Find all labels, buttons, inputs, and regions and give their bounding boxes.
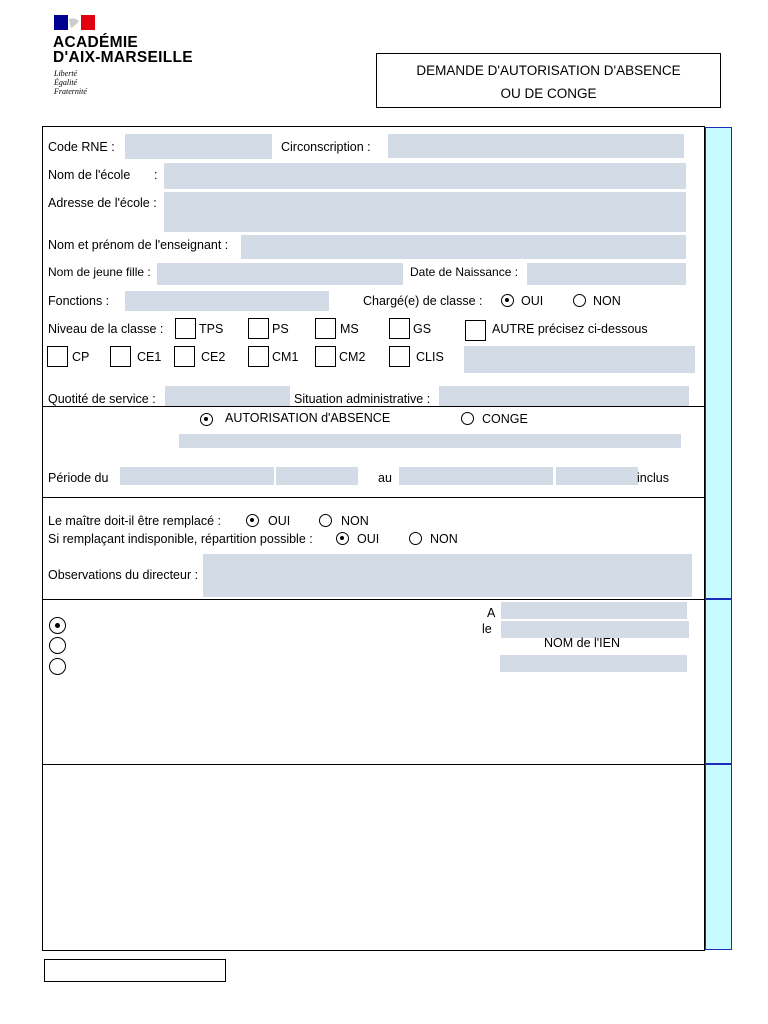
fonctions-label: Fonctions : <box>48 294 110 308</box>
form-title-box <box>376 53 721 108</box>
remplace-oui-radio[interactable] <box>246 514 259 527</box>
nom-ecole-colon: : <box>154 168 158 182</box>
repartition-oui-radio[interactable] <box>336 532 349 545</box>
periode-du-time-field[interactable] <box>276 467 358 485</box>
niveau-cm2-checkbox[interactable] <box>315 346 336 367</box>
code-rne-field[interactable] <box>125 134 272 159</box>
observations-field[interactable] <box>203 554 692 597</box>
repartition-non-radio[interactable] <box>409 532 422 545</box>
niveau-cm1-label: CM1 <box>272 350 299 364</box>
date-naissance-field[interactable] <box>527 263 686 285</box>
niveau-ce1-checkbox[interactable] <box>110 346 131 367</box>
remplace-oui-label: OUI <box>268 514 291 528</box>
niveau-cm1-checkbox[interactable] <box>248 346 269 367</box>
nom-prenom-label: Nom et prénom de l'enseignant : <box>48 238 229 252</box>
circonscription-field[interactable] <box>388 134 684 158</box>
situation-field[interactable] <box>439 386 689 406</box>
date-naissance-label: Date de Naissance : <box>410 265 519 279</box>
nom-ien-label: NOM de l'IEN <box>544 636 621 650</box>
nom-prenom-field[interactable] <box>241 235 686 259</box>
niveau-cp-label: CP <box>72 350 90 364</box>
footer-reference-box <box>44 959 226 982</box>
charge-classe-non-radio[interactable] <box>573 294 586 307</box>
niveau-autre-field[interactable] <box>464 346 695 373</box>
niveau-gs-label: GS <box>413 322 432 336</box>
motif-field[interactable] <box>179 434 681 448</box>
autorisation-absence-radio[interactable] <box>200 413 213 426</box>
academy-name-line1: ACADÉMIE <box>53 34 139 51</box>
au-label: au <box>378 471 392 485</box>
decision-lieu-field[interactable] <box>501 602 687 619</box>
quotite-field[interactable] <box>165 386 290 406</box>
niveau-ps-label: PS <box>272 322 289 336</box>
form-title-line1: DEMANDE D'AUTORISATION D'ABSENCE <box>416 63 681 78</box>
repartition-label: Si remplaçant indisponible, répartition possible : <box>48 532 313 546</box>
niveau-cp-checkbox[interactable] <box>47 346 68 367</box>
remplace-non-label: NON <box>341 514 369 528</box>
decision-option-2-radio[interactable] <box>49 637 66 654</box>
nom-ien-field[interactable] <box>500 655 687 672</box>
section-divider <box>42 497 705 498</box>
niveau-ce2-label: CE2 <box>201 350 226 364</box>
repartition-non-label: NON <box>430 532 458 546</box>
decision-le-label: le <box>482 622 492 636</box>
charge-classe-non-label: NON <box>593 294 621 308</box>
marianne-flag-icon <box>54 15 95 30</box>
decision-option-3-radio[interactable] <box>49 658 66 675</box>
niveau-clis-checkbox[interactable] <box>389 346 410 367</box>
remplace-label: Le maître doit-il être remplacé : <box>48 514 221 528</box>
sidebar-divider <box>706 763 731 765</box>
niveau-tps-label: TPS <box>199 322 224 336</box>
nom-ecole-label: Nom de l'école <box>48 168 131 182</box>
niveau-ms-checkbox[interactable] <box>315 318 336 339</box>
niveau-ms-label: MS <box>340 322 359 336</box>
conge-radio[interactable] <box>461 412 474 425</box>
periode-au-date-field[interactable] <box>399 467 553 485</box>
niveau-ps-checkbox[interactable] <box>248 318 269 339</box>
situation-label: Situation administrative : <box>294 392 431 406</box>
repartition-oui-label: OUI <box>357 532 380 546</box>
devise-liberte: Liberté <box>54 69 78 78</box>
niveau-ce2-checkbox[interactable] <box>174 346 195 367</box>
niveau-ce1-label: CE1 <box>137 350 162 364</box>
section-divider <box>42 406 705 407</box>
sidebar <box>705 127 732 950</box>
devise-egalite: Égalité <box>54 78 78 87</box>
niveau-autre-label: AUTRE précisez ci-dessous <box>492 322 648 336</box>
quotite-label: Quotité de service : <box>48 392 156 406</box>
decision-option-1-radio[interactable] <box>49 617 66 634</box>
nom-jeune-fille-field[interactable] <box>157 263 403 285</box>
section-divider <box>42 599 705 600</box>
charge-classe-oui-radio[interactable] <box>501 294 514 307</box>
section-divider <box>42 764 705 765</box>
charge-classe-label: Chargé(e) de classe : <box>363 294 483 308</box>
sidebar-divider <box>706 598 731 600</box>
niveau-cm2-label: CM2 <box>339 350 366 364</box>
academy-name-line2: D'AIX-MARSEILLE <box>53 49 193 66</box>
inclus-label: inclus <box>637 471 669 485</box>
nom-jeune-fille-label: Nom de jeune fille : <box>48 265 151 279</box>
niveau-tps-checkbox[interactable] <box>175 318 196 339</box>
conge-label: CONGE <box>482 412 528 426</box>
form-title-line2: OU DE CONGE <box>500 86 597 101</box>
charge-classe-oui-label: OUI <box>521 294 544 308</box>
nom-ecole-field[interactable] <box>164 163 686 189</box>
niveau-gs-checkbox[interactable] <box>389 318 410 339</box>
niveau-autre-checkbox[interactable] <box>465 320 486 341</box>
periode-au-time-field[interactable] <box>556 467 638 485</box>
periode-du-label: Période du <box>48 471 109 485</box>
adresse-ecole-label: Adresse de l'école : <box>48 196 157 210</box>
code-rne-label: Code RNE : <box>48 140 115 154</box>
devise-fraternite: Fraternité <box>54 87 87 96</box>
circonscription-label: Circonscription : <box>281 140 371 154</box>
niveau-clis-label: CLIS <box>416 350 444 364</box>
observations-label: Observations du directeur : <box>48 568 199 582</box>
fonctions-field[interactable] <box>125 291 329 311</box>
remplace-non-radio[interactable] <box>319 514 332 527</box>
autorisation-absence-label: AUTORISATION d'ABSENCE <box>225 411 391 425</box>
decision-a-label: A <box>487 606 496 620</box>
niveau-classe-label: Niveau de la classe : <box>48 322 164 336</box>
periode-du-date-field[interactable] <box>120 467 274 485</box>
adresse-ecole-field[interactable] <box>164 192 686 232</box>
